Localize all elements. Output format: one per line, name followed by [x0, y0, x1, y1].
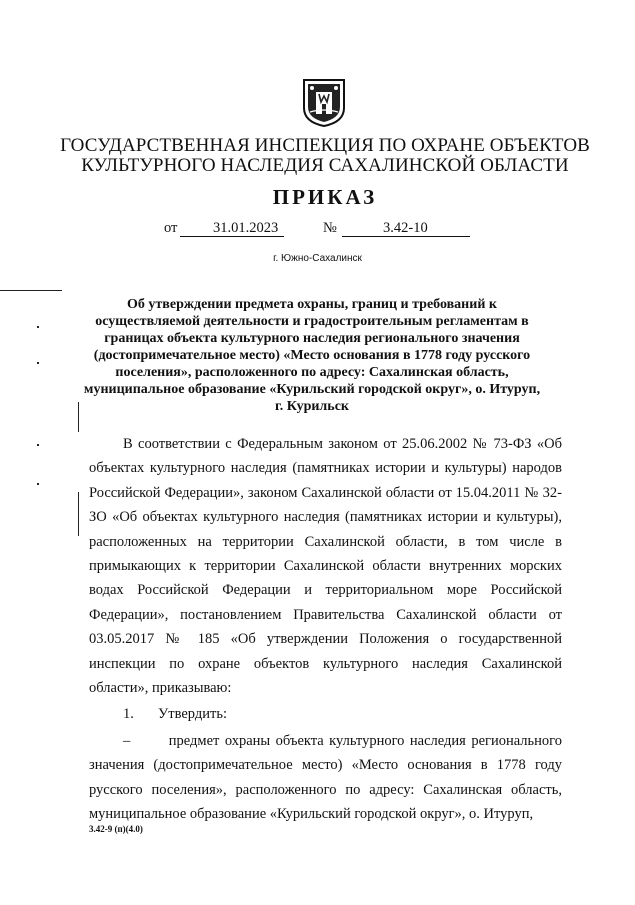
subitem-text: предмет охраны объекта культурного наследия регионального значения (достопримечательное место) «Место основания в 1778 году русского поселения», расположенного по адресу: Сахалинская область, муниципальное образование «Курильский городской округ», о. Итуруп, — [89, 732, 563, 823]
preamble-paragraph: В соответствии с Федеральным законом от 25.06.2002 № 73-ФЗ «Об объектах культурного наследия (памятниках истории и культуры) народов Российской Федерации», законом Сахалинской области от 15.04.2011 № 32-ЗО «Об объектах культурного наследия (памятниках истории и культуры), расположенных на территории Сахалинской области, в том числе в примыкающих к территории Сахалинской области внутренних морских водах Российской Федерации и территориальном море Российской Федерации», постановлением Правительства Сахалинской области от 03.05.2017 № 185 «Об утверждении Положения о государственной инспекции по охране объектов культурного наследия Сахалинской области», приказываю: — [89, 436, 562, 697]
agency-line-2: КУЛЬТУРНОГО НАСЛЕДИЯ САХАЛИНСКОЙ ОБЛАСТИ — [81, 155, 569, 176]
date-value: 31.01.2023 — [213, 220, 279, 236]
item-number: 1. — [123, 706, 134, 723]
subitem-marker: – — [123, 732, 131, 749]
agency-line-1: ГОСУДАРСТВЕННАЯ ИНСПЕКЦИЯ ПО ОХРАНЕ ОБЪЕКТОВ — [60, 135, 590, 156]
footer-code: 3.42-9 (п)(4.0) — [89, 824, 143, 834]
item-text: Утвердить: — [158, 706, 227, 723]
scan-line-artifact — [0, 290, 62, 291]
city: г. Южно-Сахалинск — [273, 253, 362, 264]
scan-mark-artifact — [78, 492, 79, 536]
subitem-paragraph — [89, 729, 562, 827]
document-type: ПРИКАЗ — [272, 185, 378, 209]
document-title: Об утверждении предмета охраны, границ и требований к осуществляемой деятельности и градостроительным регламентам в границах объекта культурного наследия регионального значения (достопримечательное место) «Место основания в 1778 году русского поселения», расположенного по адресу: Сахалинская область, муниципальное образование «Курильский городской округ», о. Итуруп, г. Курильск — [83, 297, 541, 414]
number-value: 3.42-10 — [383, 220, 428, 236]
scan-dot-artifact — [37, 444, 39, 446]
scan-dot-artifact — [37, 483, 39, 485]
scan-dot-artifact — [37, 362, 39, 364]
sakhalin-coat-of-arms-icon — [302, 78, 346, 128]
scan-mark-artifact — [78, 402, 79, 432]
document-body — [89, 432, 562, 827]
agency-name — [60, 136, 590, 176]
order-meta — [0, 220, 635, 240]
number-label: № — [323, 220, 337, 236]
list-item-1 — [89, 702, 562, 726]
date-label: от — [164, 220, 178, 236]
scan-dot-artifact — [37, 326, 39, 328]
